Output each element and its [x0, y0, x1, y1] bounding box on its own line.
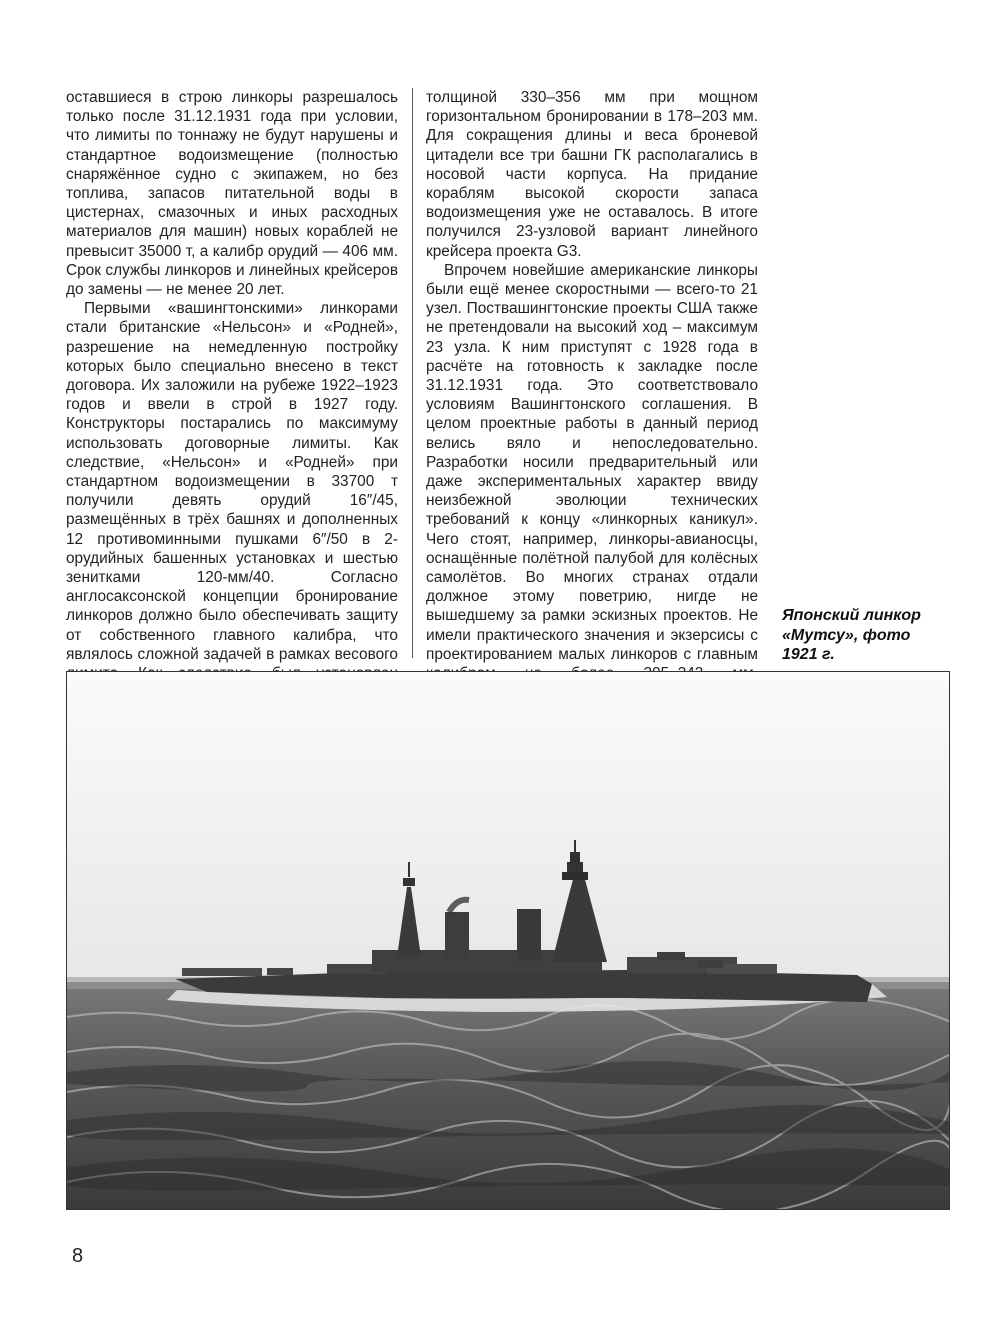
battleship-photo [66, 671, 950, 1210]
column-divider [412, 88, 413, 658]
photo-caption: Японский линкор «Мутсу», фото 1921 г. [782, 607, 921, 663]
paragraph: Впрочем новейшие американские линкоры были ещё менее скоростными — всего-то 21 узел. Поствашингтонские проекты США также не претендовали на высокий ход – максимум 23 узла. К ним приступят с 1928 года в расчёте на готовность к закладке после 31.12.1931 года. Это соответствовало условиям Вашингтонского соглашения. В целом проектные работы в данный период велись вяло и непоследовательно. Разработки носили предварительный или даже экспериментальных характер ввиду неизбежной эволюции технических требований к концу «линкорных каникул». Чего стоят, например, линкоры-авианосцы, оснащённые полётной палубой для колёсных самолётов. Во многих странах отдали должное этому поветрию, нигде не вышедшему за рамки эскизных проектов. Не имели практического значения и экзерсисы с проектированием малых линкоров с главным [426, 261, 758, 663]
page-number: 8 [72, 1245, 84, 1267]
paragraph: толщиной 330–356 мм при мощном горизонтальном бронировании в 178–203 мм. Для сокращения длины и веса броневой цитадели все три башни ГК располагались в носовой части корпуса. На придание кораблям высокой скорости запаса водоизмещения уже не оставалось. В итоге получился 23-узловой вариант линейного крейсера проекта G3. [426, 89, 758, 260]
paragraph: Первыми «вашингтонскими» линкорами стали британские «Нельсон» и «Родней», разрешение на немедленную постройку которых было специально внесено в текст договора. Их заложили на рубеже 1922–1923 годов и ввели в строй в 1927 году. Конструкторы постарались по максимуму использовать договорные лимиты. Как следствие, «Нельсон» и «Родней» при стандартном водоизмещении в 33700 т получили девять орудий 16″/45, размещённых в трёх башнях и дополненных 12 противоминными пушками 6″/50 в 2-орудийных башенных установках и шестью зенитками 120-мм/40. Согласно англосаксонской концепции бронирование линкоров должно было обеспечивать защиту от собственного главного калибра, что являлось сложной задачей в рамках весового [66, 300, 398, 663]
paragraph: оставшиеся в строю линкоры разрешалось только после 31.12.1931 года при условии, что лимиты по тоннажу не будут нарушены и стандартное водоизмещение (полностью снаряжённое судно с экипажем, но без топлива, запасов питательной воды в цистернах, смазочных и иных расходных материалов для машин) новых кораблей не превысит 35000 т, а калибр орудий — 406 мм. Срок службы линкоров и линейных крейсеров до замены — не менее 20 лет. [66, 89, 398, 299]
right-text-column [426, 88, 758, 703]
left-text-column [66, 88, 398, 703]
